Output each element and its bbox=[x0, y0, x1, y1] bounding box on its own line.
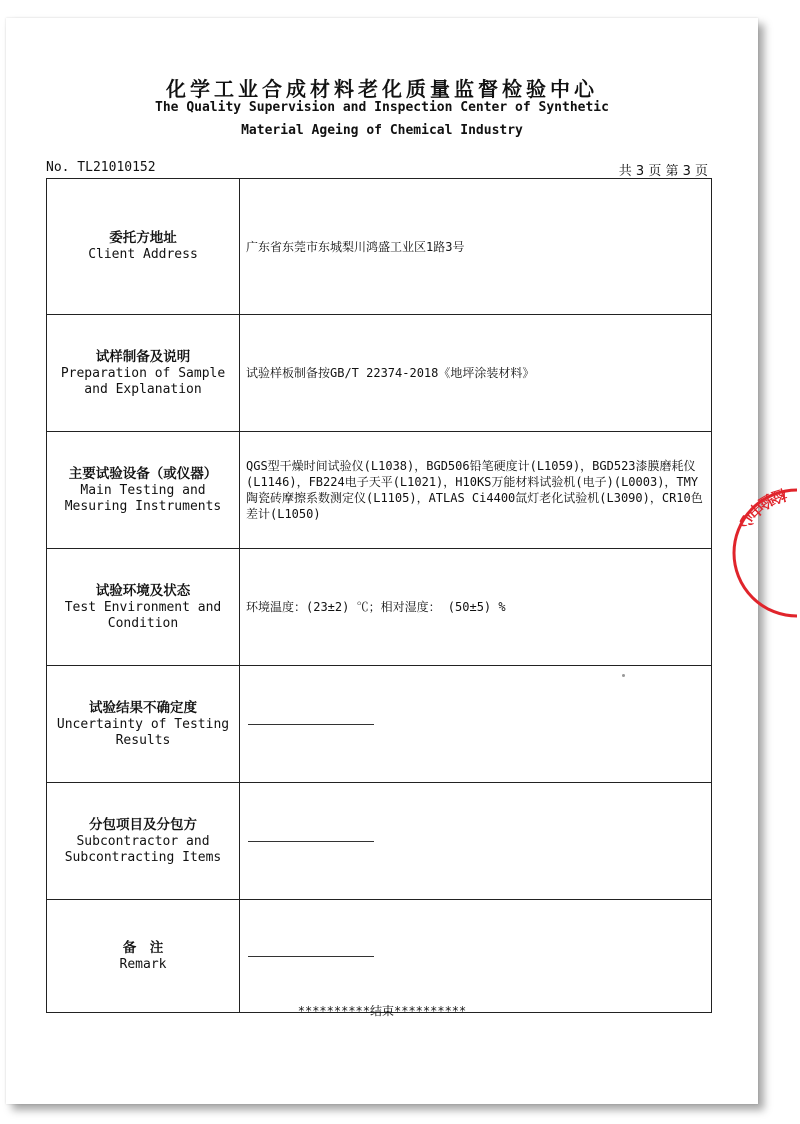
label-english: Subcontractor and Subcontracting Items bbox=[64, 833, 222, 865]
sample-preparation-value: 试验样板制备按GB/T 22374-2018《地坪涂装材料》 bbox=[246, 366, 535, 380]
table-row bbox=[47, 315, 712, 432]
row-label bbox=[47, 179, 240, 315]
blank-line bbox=[248, 841, 374, 842]
blank-line bbox=[248, 724, 374, 725]
table-row bbox=[47, 900, 712, 1013]
title-english-line1: The Quality Supervision and Inspection Center of Synthetic bbox=[155, 100, 609, 115]
label-chinese: 备 注 bbox=[122, 939, 164, 956]
row-label bbox=[47, 666, 240, 783]
label-chinese: 委托方地址 bbox=[109, 230, 177, 246]
row-value bbox=[240, 179, 712, 315]
title-english-line2: Material Ageing of Chemical Industry bbox=[241, 123, 523, 138]
page-info: 共 3 页 第 3 页 bbox=[618, 164, 708, 179]
row-value bbox=[240, 666, 712, 783]
row-value bbox=[240, 549, 712, 666]
row-value bbox=[240, 315, 712, 432]
end-mark: **********结束********** bbox=[297, 1004, 467, 1018]
row-label bbox=[47, 315, 240, 432]
official-seal-stamp bbox=[722, 478, 800, 628]
instruments-value: QGS型干燥时间试验仪(L1038)，BGD506铅笔硬度计(L1059)，BGD523漆膜磨耗仪(L1146)，FB224电子天平(L1021)，H10KS万能材料试验机(电子)(L0003)，TMY陶瓷砖摩擦系数测定仪(L1105)，ATLAS Ci4400氙灯老化试验机(L3090)，CR10色差计(L1050) bbox=[246, 459, 703, 521]
report-number: No. TL21010152 bbox=[46, 160, 156, 175]
label-english: Remark bbox=[119, 956, 167, 972]
table-row bbox=[47, 432, 712, 549]
row-label bbox=[47, 783, 240, 900]
table-row bbox=[47, 783, 712, 900]
label-chinese: 主要试验设备（或仪器） bbox=[68, 465, 218, 482]
row-value bbox=[240, 432, 712, 549]
table-row bbox=[47, 179, 712, 315]
title-chinese: 化学工业合成材料老化质量监督检验中心 bbox=[166, 77, 598, 101]
row-value bbox=[240, 783, 712, 900]
label-english: Main Testing and Mesuring Instruments bbox=[64, 482, 222, 514]
row-label bbox=[47, 432, 240, 549]
speck bbox=[622, 674, 625, 677]
report-page bbox=[6, 18, 758, 1104]
label-chinese: 试验结果不确定度 bbox=[89, 699, 197, 716]
label-chinese: 试样制备及说明 bbox=[95, 348, 191, 365]
table-row bbox=[47, 666, 712, 783]
row-label bbox=[47, 900, 240, 1013]
row-value bbox=[240, 900, 712, 1013]
environment-value: 环境温度：(23±2) ℃；相对湿度： (50±5) % bbox=[246, 600, 506, 614]
label-chinese: 分包项目及分包方 bbox=[89, 816, 197, 833]
label-chinese: 试验环境及状态 bbox=[95, 582, 191, 599]
label-english: Test Environment and Condition bbox=[64, 599, 222, 631]
label-english: Client Address bbox=[88, 247, 198, 262]
client-address-value: 广东省东莞市东城梨川鸿盛工业区1路3号 bbox=[246, 239, 465, 254]
table-row bbox=[47, 549, 712, 666]
seal-text: 检验中心 bbox=[734, 484, 789, 532]
label-english: Uncertainty of Testing Results bbox=[56, 716, 230, 748]
label-english: Preparation of Sample and Explanation bbox=[60, 365, 226, 397]
row-label bbox=[47, 549, 240, 666]
blank-line bbox=[248, 956, 374, 957]
info-table bbox=[46, 178, 712, 1013]
